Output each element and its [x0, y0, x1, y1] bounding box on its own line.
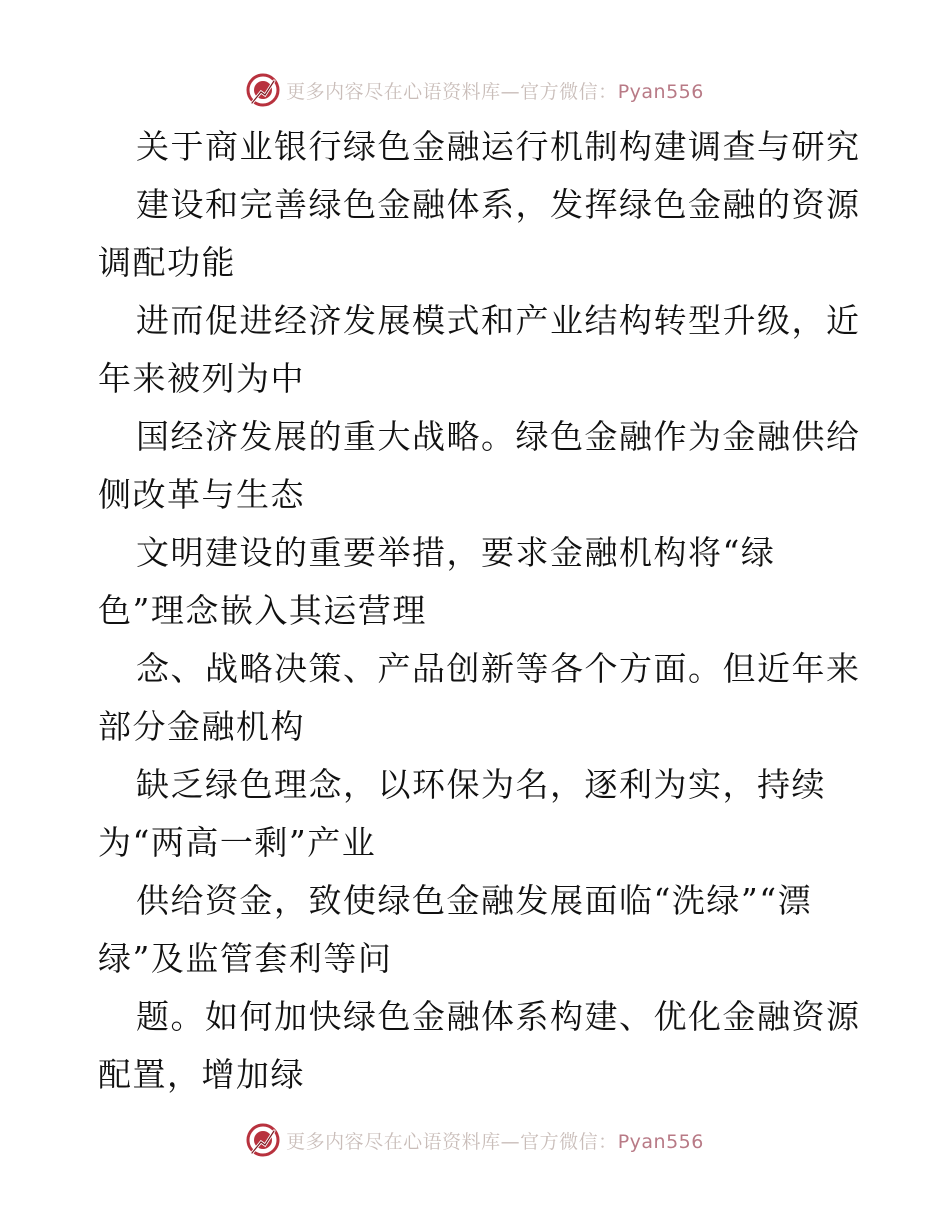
document-line: 色”理念嵌入其运营理 — [98, 591, 427, 630]
document-line: 文明建设的重要举措，要求金融机构将“绿 — [136, 533, 776, 572]
banner-wechat-label: 官方微信： — [520, 80, 618, 103]
document-line: 建设和完善绿色金融体系，发挥绿色金融的资源 — [136, 185, 861, 224]
document-line: 为“两高一剩”产业 — [98, 823, 377, 862]
banner-wechat-account: Pyan556 — [617, 1130, 704, 1153]
banner-wechat-account: Pyan556 — [617, 80, 704, 103]
document-line: 国经济发展的重大战略。绿色金融作为金融供给 — [136, 417, 861, 456]
logo-icon — [246, 1123, 280, 1157]
document-line: 进而促进经济发展模式和产业结构转型升级，近 — [136, 301, 861, 340]
banner-text — [286, 77, 704, 104]
banner-site-name: 更多内容尽在心语资料库 — [286, 1130, 501, 1153]
document-line: 绿”及监管套利等问 — [98, 939, 393, 978]
banner-site-name: 更多内容尽在心语资料库 — [286, 80, 501, 103]
banner-dash: — — [500, 1130, 521, 1153]
document-line: 配置，增加绿 — [98, 1055, 305, 1094]
banner-text — [286, 1127, 704, 1154]
document-line: 供给资金，致使绿色金融发展面临“洗绿”“漂 — [136, 881, 813, 920]
footer-watermark-banner — [0, 1120, 950, 1160]
document-line: 缺乏绿色理念，以环保为名，逐利为实，持续 — [136, 765, 826, 804]
header-watermark-banner — [0, 70, 950, 110]
document-line: 部分金融机构 — [98, 707, 305, 746]
banner-dash: — — [500, 80, 521, 103]
document-line: 侧改革与生态 — [98, 475, 305, 514]
document-body — [98, 118, 861, 1104]
document-line: 念、战略决策、产品创新等各个方面。但近年来 — [136, 649, 861, 688]
document-line: 题。如何加快绿色金融体系构建、优化金融资源 — [136, 997, 861, 1036]
document-line: 关于商业银行绿色金融运行机制构建调查与研究 — [136, 127, 861, 166]
document-line: 年来被列为中 — [98, 359, 305, 398]
logo-icon — [246, 73, 280, 107]
document-line: 调配功能 — [98, 243, 236, 282]
banner-wechat-label: 官方微信： — [520, 1130, 618, 1153]
